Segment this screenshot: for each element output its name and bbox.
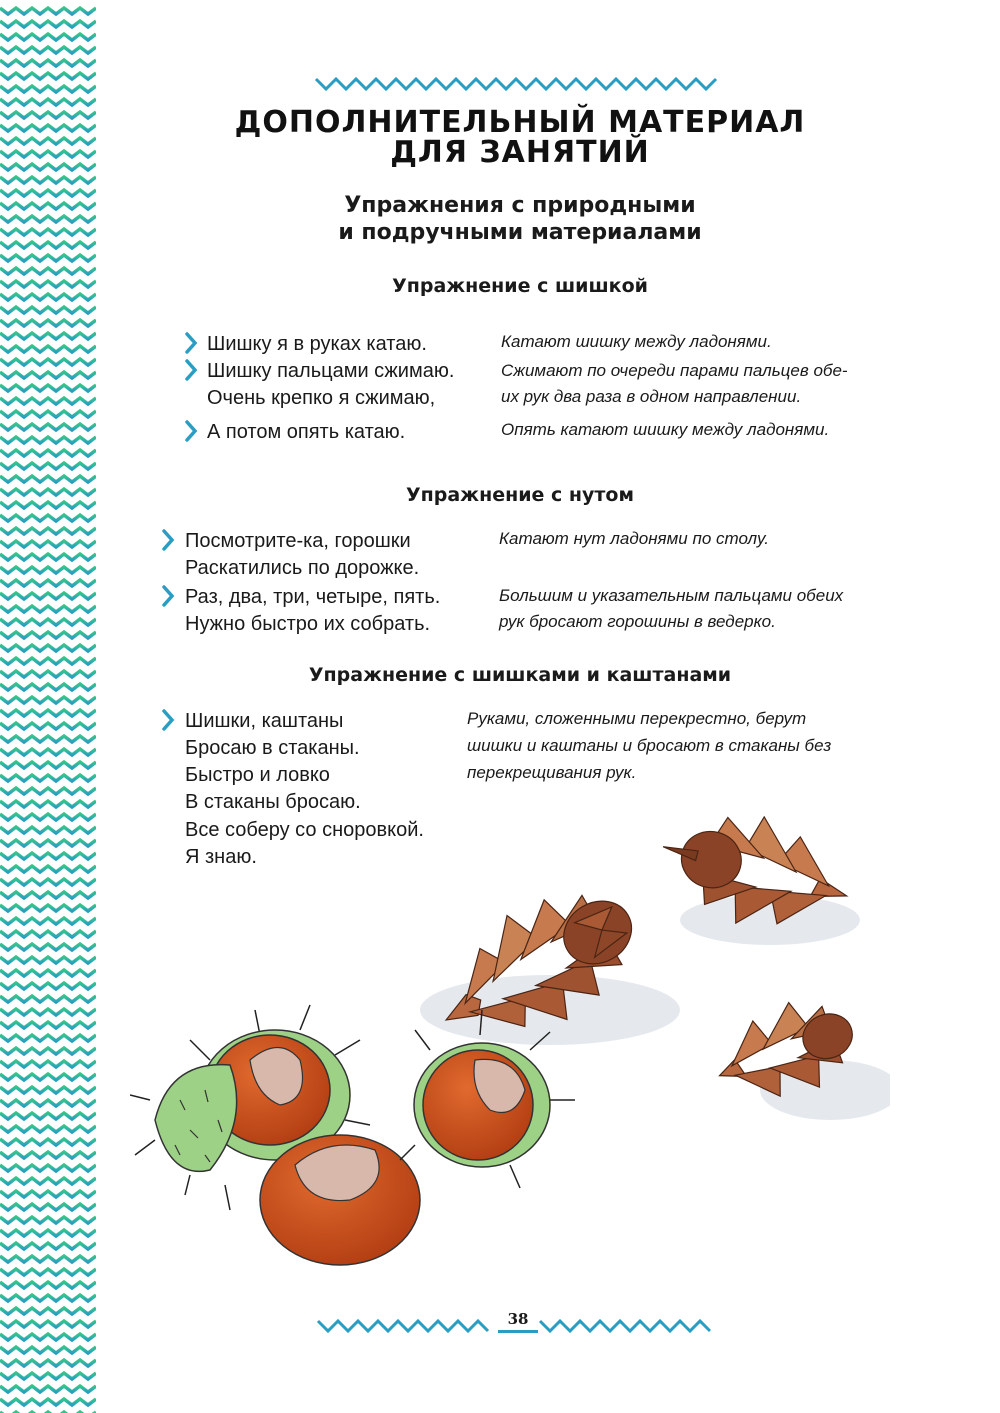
chevron-right-icon — [184, 331, 198, 355]
verse-line: Бросаю в стаканы. — [185, 737, 360, 759]
page-number-underline — [498, 1330, 538, 1333]
page-number: 38 — [507, 1310, 529, 1328]
instruction-line: перекрещивания рук. — [467, 763, 637, 782]
verse-line: Раз, два, три, четыре, пять. — [185, 586, 441, 608]
page-title-line-2: ДЛЯ ЗАНЯТИЙ — [390, 135, 650, 170]
instruction-line: Руками, сложенными перекрестно, берут — [467, 709, 807, 728]
instruction-line: их рук два раза в одном направлении. — [501, 387, 802, 406]
verse-line: Очень крепко я сжимаю, — [207, 387, 436, 409]
verse-line: Шишки, каштаны — [185, 710, 344, 732]
chevron-right-icon — [161, 584, 175, 608]
instruction-line: Опять катают шишку между ладонями. — [501, 420, 830, 439]
subtitle-line-2: и подручными материалами — [338, 220, 702, 245]
page-title — [200, 105, 840, 170]
verse-line: Быстро и ловко — [185, 764, 330, 786]
instruction-line: шишки и каштаны и бросают в стаканы без — [467, 736, 832, 755]
verse-line: Посмотрите-ка, горошки — [185, 530, 411, 552]
exercise-title-cone: Упражнение с шишкой — [392, 275, 648, 297]
chevron-right-icon — [161, 528, 175, 552]
exercise-title-chickpea: Упражнение с нутом — [405, 484, 635, 506]
footer-zigzag-left — [316, 1318, 496, 1334]
verse-line: А потом опять катаю. — [207, 421, 406, 443]
verse-line: В стаканы бросаю. — [185, 791, 361, 813]
chevron-right-icon — [184, 419, 198, 443]
chestnut-icon — [260, 1135, 420, 1265]
verse-line: Раскатились по дорожке. — [185, 557, 420, 579]
subtitle-line-1: Упражнения с природными — [344, 193, 696, 218]
page-title-line-1: ДОПОЛНИТЕЛЬНЫЙ МАТЕРИАЛ — [234, 105, 806, 140]
exercise-title-cones-chestnuts: Упражнение с шишками и каштанами — [308, 664, 732, 686]
section-subtitle — [220, 192, 820, 246]
cones-chestnuts-illustration — [130, 800, 890, 1280]
instruction-line: Катают шишку между ладонями. — [501, 332, 772, 351]
instruction-line: Катают нут ладонями по столу. — [499, 529, 770, 548]
verse-line: Все соберу со сноровкой. — [185, 819, 424, 841]
instruction-line: Сжимают по очереди парами пальцев обе- — [501, 361, 848, 380]
verse-line: Нужно быстро их собрать. — [185, 613, 431, 635]
verse-line: Шишку пальцами сжимаю. — [207, 360, 455, 382]
chevron-right-icon — [161, 708, 175, 732]
verse-line: Шишку я в руках катаю. — [207, 333, 427, 355]
verse-line: Я знаю. — [185, 846, 257, 868]
instruction-line: Большим и указательным пальцами обеих — [499, 586, 844, 605]
title-zigzag-divider — [314, 76, 726, 92]
instruction-line: рук бросают горошины в ведерко. — [499, 612, 776, 631]
chevron-right-icon — [184, 358, 198, 382]
side-zigzag-border — [0, 0, 96, 1413]
footer-zigzag-right — [538, 1318, 718, 1334]
